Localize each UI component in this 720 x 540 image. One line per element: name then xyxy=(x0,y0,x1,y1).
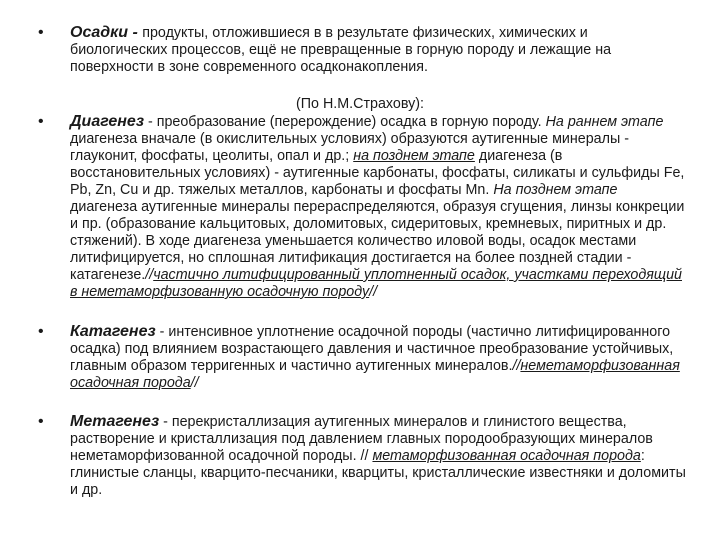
bullet-marker: • xyxy=(38,24,44,41)
bullet-marker: • xyxy=(38,113,44,130)
sediments-definition xyxy=(70,24,688,76)
diagenesis-late-stage-2: На позднем этапе xyxy=(493,182,618,198)
catagenesis-result-suffix: // xyxy=(190,375,199,391)
metagenesis-text-2: : глинистые сланцы, кварцито-песчаники, кварциты, кристаллические известняки и доломиты и др. xyxy=(70,448,686,498)
diagenesis-result-suffix: // xyxy=(369,284,378,300)
metagenesis-text: - перекристаллизация аутигенных минералов и глинистого вещества, растворение и кристаллизация под давлением главных породообразующих минералов неметаморфизованной осадочной породы. xyxy=(70,414,653,464)
diagenesis-definition xyxy=(70,113,688,301)
diagenesis-text-2: диагенеза вначале (в окислительных условиях) образуются аутигенные минералы - глауконит, фосфаты, цеолиты, опал и др.; xyxy=(70,131,629,164)
diagenesis-text-3: диагенеза (в восстановительных условиях) - аутигенные карбонаты, фосфаты, силикаты и сульфиды Fe, Pb, Zn, Cu и др. тяжелых металлов, карбонаты и фосфаты Mn. xyxy=(70,148,685,198)
bullet-item-diagenesis xyxy=(38,113,688,303)
metagenesis-result: метаморфизованная осадочная порода xyxy=(372,448,641,464)
term-separator: - xyxy=(128,24,143,41)
diagenesis-text-1: - преобразование (перерождение) осадка в горную породу. xyxy=(144,114,546,130)
term-metagenesis: Метагенез xyxy=(70,413,160,430)
diagenesis-early-stage: На раннем этапе xyxy=(545,114,664,130)
bullet-marker: • xyxy=(38,413,44,430)
diagenesis-text-4: диагенеза аутигенные минералы перераспределяются, образуя сгущения, линзы конкреции и пр. (образование кальцитовых, доломитовых, сидеритовых, кремневых, пиритных и др. стяжений). В ходе диагенеза уменьшается количество иловой воды, осадок местами литифицируется, но сплошная литификация достигается на более поздней стадии - катагенезе. xyxy=(70,199,685,283)
term-catagenesis: Катагенез xyxy=(70,323,156,340)
bullet-item-sediments xyxy=(38,24,688,84)
diagenesis-late-stage-1: на позднем этапе xyxy=(353,148,475,164)
catagenesis-definition xyxy=(70,323,688,392)
term-sediments: Осадки xyxy=(70,24,129,41)
term-diagenesis: Диагенез xyxy=(70,113,144,130)
catagenesis-text: - интенсивное уплотнение осадочной породы (частично литифицированного осадка) под влиянием возрастающего давления и частичное преобразование устойчивых, главным образом терригенных и частично аутигенных минералов. xyxy=(70,324,674,374)
sediments-text: продукты, отложившиеся в в результате физических, химических и биологических процессов, ещё не превращенные в горную породу и лежащие на поверхности в зоне современного осадконакопления. xyxy=(70,25,612,75)
catagenesis-result: неметаморфизованная осадочная порода xyxy=(70,358,680,391)
diagenesis-result-prefix: // xyxy=(145,267,154,283)
source-note: (По Н.М.Страхову): xyxy=(295,96,425,112)
bullet-item-metagenesis xyxy=(38,413,688,503)
bullet-item-catagenesis xyxy=(38,323,688,393)
metagenesis-definition xyxy=(70,413,688,499)
diagenesis-result: частично литифицированный уплотненный осадок, участками переходящий в неметаморфизованную осадочную породу xyxy=(70,267,682,300)
bullet-marker: • xyxy=(38,323,44,340)
metagenesis-result-prefix: // xyxy=(360,448,373,464)
catagenesis-result-prefix: // xyxy=(512,358,521,374)
